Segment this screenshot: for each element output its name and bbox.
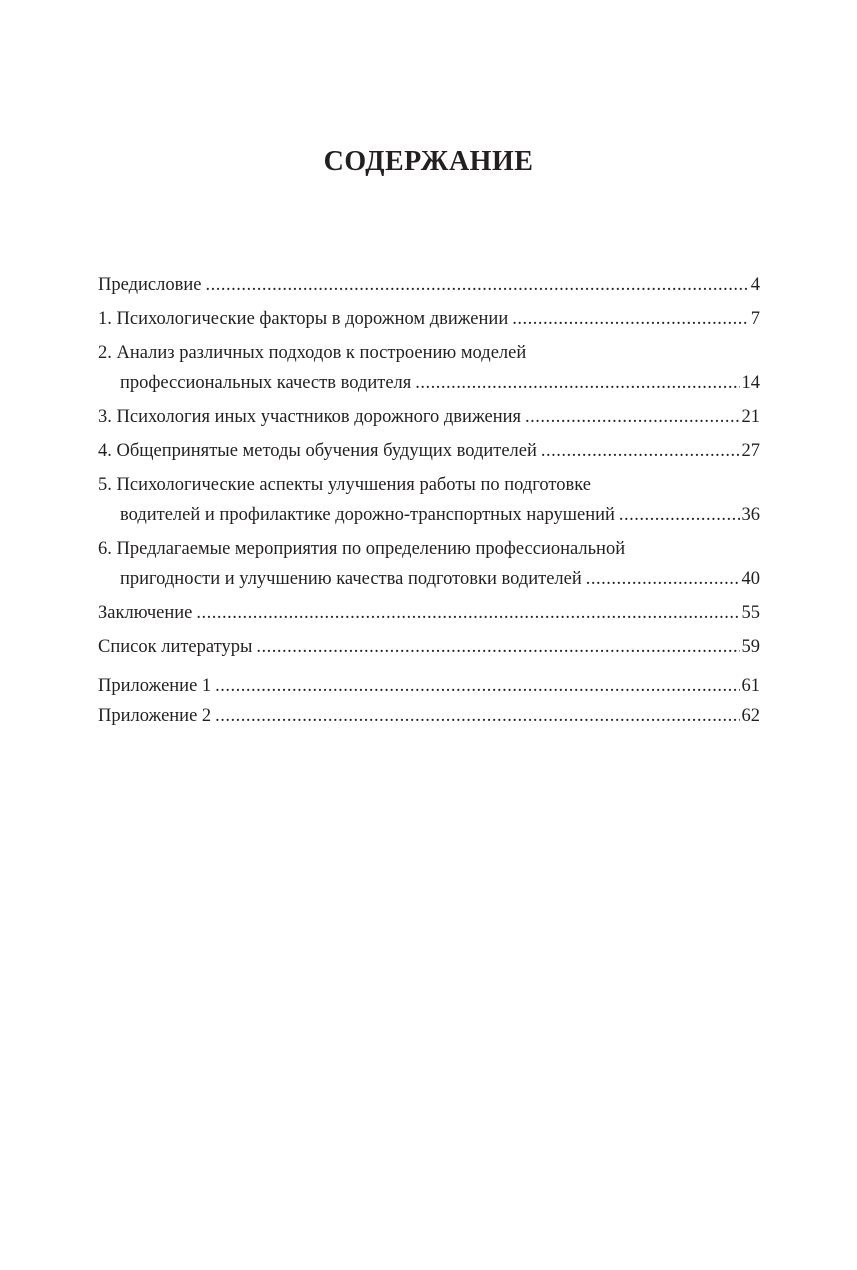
table-of-contents [98, 270, 760, 731]
toc-page-number: 7 [750, 309, 760, 329]
dot-leader [525, 402, 740, 432]
toc-page-number: 62 [741, 706, 760, 726]
toc-page-number: 61 [741, 676, 760, 696]
toc-entry-appendix-2[interactable] [98, 701, 760, 731]
dot-leader [512, 304, 749, 334]
dot-leader [196, 598, 739, 628]
toc-page-number: 14 [741, 373, 760, 393]
toc-page-number: 27 [741, 441, 760, 461]
toc-entry-label: Приложение 1 [98, 676, 212, 696]
dot-leader [541, 436, 740, 466]
toc-entry-appendix-1[interactable] [98, 671, 760, 701]
toc-page-number: 59 [741, 637, 760, 657]
toc-entry-chapter-6[interactable] [98, 534, 760, 594]
toc-page-number: 21 [741, 407, 760, 427]
toc-entry-chapter-2[interactable] [98, 338, 760, 398]
toc-entry-label: Список литературы [98, 637, 253, 657]
dot-leader [415, 368, 739, 398]
toc-entry-chapter-3[interactable] [98, 402, 760, 432]
toc-entry-label: водителей и профилактике дорожно-транспортных нарушений [120, 505, 615, 525]
toc-entry-label-line: 2. Анализ различных подходов к построению моделей [98, 343, 527, 363]
toc-entry-label: 3. Психология иных участников дорожного движения [98, 407, 521, 427]
toc-entry-label-line: 5. Психологические аспекты улучшения работы по подготовке [98, 475, 591, 495]
toc-entry-preface[interactable] [98, 270, 760, 300]
dot-leader [215, 671, 739, 701]
toc-entry-label-line: 6. Предлагаемые мероприятия по определению профессиональной [98, 539, 626, 559]
toc-entry-label: 1. Психологические факторы в дорожном движении [98, 309, 509, 329]
toc-entry-chapter-5[interactable] [98, 470, 760, 530]
toc-page-number: 36 [741, 505, 760, 525]
toc-page-number: 4 [750, 275, 760, 295]
toc-page-number: 40 [741, 569, 760, 589]
dot-leader [256, 632, 739, 662]
page-title: СОДЕРЖАНИЕ [323, 146, 534, 177]
toc-entry-chapter-4[interactable] [98, 436, 760, 466]
toc-entry-conclusion[interactable] [98, 598, 760, 628]
toc-entry-label: профессиональных качеств водителя [120, 373, 412, 393]
toc-entry-chapter-1[interactable] [98, 304, 760, 334]
toc-entry-label: Предисловие [98, 275, 202, 295]
toc-entry-label: Приложение 2 [98, 706, 212, 726]
dot-leader [619, 500, 740, 530]
toc-entry-bibliography[interactable] [98, 632, 760, 662]
dot-leader [215, 701, 739, 731]
toc-entry-label: пригодности и улучшению качества подготовки водителей [120, 569, 582, 589]
dot-leader [586, 564, 740, 594]
dot-leader [205, 270, 748, 300]
toc-entry-label: Заключение [98, 603, 193, 623]
toc-page-number: 55 [741, 603, 760, 623]
toc-entry-label: 4. Общепринятые методы обучения будущих водителей [98, 441, 537, 461]
